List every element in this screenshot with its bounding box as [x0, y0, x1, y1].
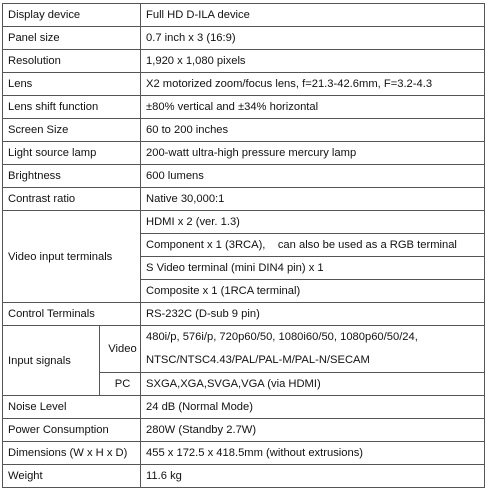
input-signals-label: Input signals — [3, 326, 100, 396]
row-value: X2 motorized zoom/focus lens, f=21.3-42.6mm, F=3.2-4.3 — [141, 73, 485, 96]
video-sub-label: Video — [100, 326, 141, 373]
row-label: Screen Size — [3, 119, 141, 142]
row-value: 60 to 200 inches — [141, 119, 485, 142]
table-row — [3, 303, 485, 326]
row-value: 0.7 inch x 3 (16:9) — [141, 27, 485, 50]
video-input-value: HDMI x 2 (ver. 1.3) — [141, 211, 485, 234]
row-value: 11.6 kg — [141, 465, 485, 488]
row-label: Control Terminals — [3, 303, 141, 326]
row-label: Power Consumption — [3, 419, 141, 442]
pc-signals-value: SXGA,XGA,SVGA,VGA (via HDMI) — [141, 373, 485, 396]
row-label: Resolution — [3, 50, 141, 73]
table-row — [3, 142, 485, 165]
video-input-value: S Video terminal (mini DIN4 pin) x 1 — [141, 257, 485, 280]
row-label: Noise Level — [3, 396, 141, 419]
video-input-value: Composite x 1 (1RCA terminal) — [141, 280, 485, 303]
table-row — [3, 396, 485, 419]
video-input-label: Video input terminals — [3, 211, 141, 303]
row-value: ±80% vertical and ±34% horizontal — [141, 96, 485, 119]
row-value: 280W (Standby 2.7W) — [141, 419, 485, 442]
row-value: Native 30,000:1 — [141, 188, 485, 211]
video-signals-line: NTSC/NTSC4.43/PAL/PAL-M/PAL-N/SECAM — [146, 354, 370, 366]
row-label: Dimensions (W x H x D) — [3, 442, 141, 465]
table-row — [3, 50, 485, 73]
row-label: Light source lamp — [3, 142, 141, 165]
row-label: Panel size — [3, 27, 141, 50]
table-row — [3, 4, 485, 27]
table-row — [3, 188, 485, 211]
table-row — [3, 165, 485, 188]
spec-table — [2, 3, 485, 488]
table-row — [3, 442, 485, 465]
table-row — [3, 96, 485, 119]
table-row — [3, 119, 485, 142]
table-row — [3, 326, 485, 373]
row-label: Lens — [3, 73, 141, 96]
table-row — [3, 73, 485, 96]
row-value: Full HD D-ILA device — [141, 4, 485, 27]
row-value: 24 dB (Normal Mode) — [141, 396, 485, 419]
row-value: 600 lumens — [141, 165, 485, 188]
video-signals-line: 480i/p, 576i/p, 720p60/50, 1080i60/50, 1080p60/50/24, — [146, 331, 418, 343]
table-row — [3, 27, 485, 50]
row-value: 455 x 172.5 x 418.5mm (without extrusions) — [141, 442, 485, 465]
row-label: Display device — [3, 4, 141, 27]
row-label: Contrast ratio — [3, 188, 141, 211]
row-label: Lens shift function — [3, 96, 141, 119]
pc-sub-label: PC — [100, 373, 141, 396]
row-label: Brightness — [3, 165, 141, 188]
table-row — [3, 465, 485, 488]
table-row — [3, 419, 485, 442]
row-label: Weight — [3, 465, 141, 488]
row-value: 1,920 x 1,080 pixels — [141, 50, 485, 73]
video-input-value: Component x 1 (3RCA), can also be used as a RGB terminal — [141, 234, 485, 257]
video-signals-value — [141, 326, 485, 373]
row-value: 200-watt ultra-high pressure mercury lamp — [141, 142, 485, 165]
row-value: RS-232C (D-sub 9 pin) — [141, 303, 485, 326]
table-row — [3, 211, 485, 234]
